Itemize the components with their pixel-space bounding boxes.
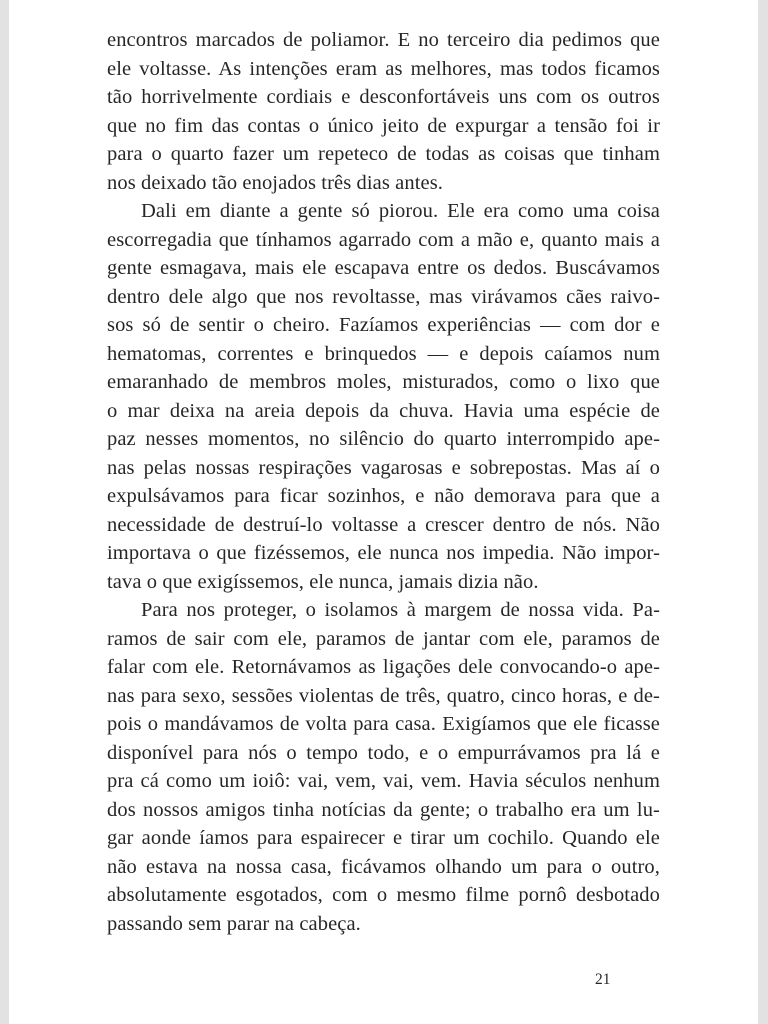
text-line: pra cá como um ioiô: vai, vem, vai, vem. Havia séculos nenhum bbox=[107, 770, 660, 792]
text-line: disponível para nós o tempo todo, e o empurrávamos pra lá e bbox=[107, 741, 660, 764]
text-line: para o quarto fazer um repeteco de todas as coisas que tinham bbox=[107, 143, 660, 165]
text-line: passando sem parar na cabeça. bbox=[107, 912, 361, 935]
text-line: dentro dele algo que nos revoltasse, mas virávamos cães raivo- bbox=[107, 285, 660, 308]
text-line: tão horrivelmente cordiais e desconfortáveis uns com os outros bbox=[107, 86, 660, 108]
text-line: absolutamente esgotados, com o mesmo filme pornô desbotado bbox=[107, 884, 660, 906]
text-line: o mar deixa na areia depois da chuva. Havia uma espécie de bbox=[107, 399, 660, 422]
book-page bbox=[9, 0, 758, 1024]
page-number: 21 bbox=[595, 971, 611, 988]
text-line: ramos de sair com ele, paramos de jantar com ele, paramos de bbox=[107, 627, 660, 650]
text-line: falar com ele. Retornávamos as ligações dele convocando-o ape- bbox=[107, 656, 660, 678]
text-line: sos só de sentir o cheiro. Fazíamos experiências — com dor e bbox=[107, 314, 660, 336]
text-line: gar aonde íamos para espairecer e tirar um cochilo. Quando ele bbox=[107, 827, 660, 849]
left-page-edge bbox=[0, 0, 9, 1024]
text-line: emaranhado de membros moles, misturados, como o lixo que bbox=[107, 371, 660, 393]
text-line: tava o que exigíssemos, ele nunca, jamais dizia não. bbox=[107, 570, 539, 593]
text-line: expulsávamos para ficar sozinhos, e não demorava para que a bbox=[107, 485, 660, 507]
text-line: nos deixado tão enojados três dias antes. bbox=[107, 171, 444, 194]
text-line: que no fim das contas o único jeito de expurgar a tensão foi ir bbox=[107, 114, 660, 137]
right-page-edge bbox=[758, 0, 768, 1024]
text-line: Para nos proteger, o isolamos à margem de nossa vida. Pa- bbox=[141, 599, 660, 621]
text-line: importava o que fizéssemos, ele nunca nos impedia. Não impor- bbox=[107, 542, 660, 564]
text-line: nas para sexo, sessões violentas de três, quatro, cinco horas, e de- bbox=[107, 684, 660, 707]
text-line: gente esmagava, mais ele escapava entre os dedos. Buscávamos bbox=[107, 257, 660, 279]
text-line: dos nossos amigos tinha notícias da gente; o trabalho era um lu- bbox=[107, 798, 660, 821]
text-line: pois o mandávamos de volta para casa. Exigíamos que ele ficasse bbox=[107, 713, 660, 735]
text-line: necessidade de destruí-lo voltasse a crescer dentro de nós. Não bbox=[107, 513, 660, 536]
text-line: nas pelas nossas respirações vagarosas e sobrepostas. Mas aí o bbox=[107, 456, 660, 479]
text-line: ele voltasse. As intenções eram as melhores, mas todos ficamos bbox=[107, 57, 660, 80]
text-line: escorregadia que tínhamos agarrado com a mão e, quanto mais a bbox=[107, 228, 660, 251]
text-line: paz nesses momentos, no silêncio do quarto interrompido ape- bbox=[107, 428, 660, 450]
page-text bbox=[107, 26, 660, 938]
text-line: Dali em diante a gente só piorou. Ele era como uma coisa bbox=[141, 200, 660, 222]
text-line: não estava na nossa casa, ficávamos olhando um para o outro, bbox=[107, 855, 660, 878]
text-line: hematomas, correntes e brinquedos — e depois caíamos num bbox=[107, 342, 660, 365]
text-line: encontros marcados de poliamor. E no terceiro dia pedimos que bbox=[107, 29, 660, 51]
